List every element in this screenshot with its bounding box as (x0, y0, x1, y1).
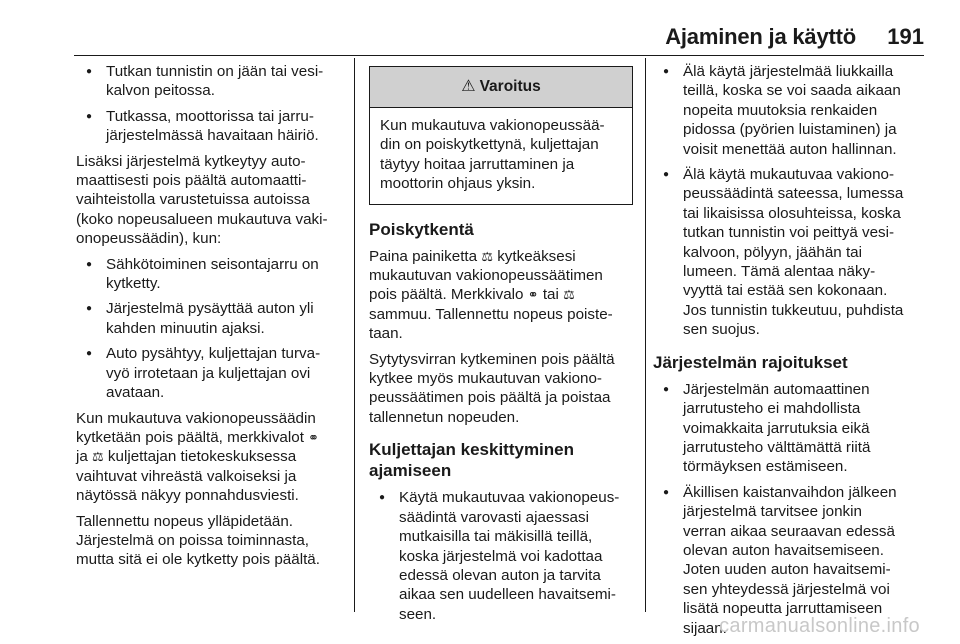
adaptive-cruise-icon: ⚖ (563, 287, 575, 303)
adaptive-cruise-icon: ⚖ (481, 248, 493, 264)
page-number: 191 (887, 24, 924, 49)
list-item: ● Älä käytä mukautuvaa vakiono- peussäädintä sateessa, lumessa tai likaisissa olosuhteissa, koska tutkan tunnistin voi peittyä vesi- kalvoon, pölyyn, jäähän tai lumeen. Tämä alentaa näky- vyyttä tai estää sen kokonaan. Jos tunnistin tukkeutuu, puhdista sen suojus. (653, 165, 929, 340)
list-item: ● Tutkassa, moottorissa tai jarru- järjestelmässä havaitaan häiriö. (76, 107, 346, 146)
column-2 (369, 62, 633, 630)
text: Kun mukautuva vakionopeussäädin kytketään pois päältä, merkkivalot (76, 409, 316, 446)
heading-poiskytkenta: Poiskytkentä (369, 219, 474, 239)
adaptive-cruise-icon: ⚖ (92, 449, 104, 465)
column-1 (76, 62, 346, 576)
column-divider-1 (354, 58, 355, 612)
text: tai (538, 286, 564, 304)
paragraph (76, 409, 346, 506)
text: kytkeäksesi mukautuvan vakionopeussäätimen pois päältä. Merkkivalo (369, 247, 603, 304)
warning-box (369, 66, 633, 205)
header-rule (74, 55, 924, 56)
text: sammuu. Tallennettu nopeus poiste- taan. (369, 305, 613, 343)
paragraph: Tallennettu nopeus ylläpidetään. Järjestelmä on poissa toiminnasta, mutta sitä ei ole kytketty pois päältä. (76, 512, 320, 569)
warning-header (370, 67, 632, 108)
warning-title: Varoitus (479, 78, 541, 96)
text: ja (76, 448, 88, 466)
page-header (0, 0, 960, 56)
paragraph (369, 247, 633, 344)
heading-kuljettajan-keskittyminen: Kuljettajan keskittyminen ajamiseen (369, 440, 575, 481)
warning-text: Kun mukautuva vakionopeussää- din on poiskytkettynä, kuljettajan täytyy hoitaa jarruttaminen ja moottorin ohjaus yksin. (380, 117, 605, 193)
list-item: ● Järjestelmä pysäyttää auton yli kahden minuutin ajaksi. (76, 299, 346, 338)
column-divider-2 (645, 58, 646, 612)
text: Paina painiketta (369, 247, 482, 265)
heading-jarjestelman-rajoitukset: Järjestelmän rajoitukset (653, 352, 848, 372)
list-item: ● Tutkan tunnistin on jään tai vesi- kalvon peitossa. (76, 62, 346, 101)
section-title: Ajaminen ja käyttö (665, 24, 856, 49)
text: kuljettajan tietokeskuksessa vaihtuvat vihreästä valkoiseksi ja näytössä näkyy ponnahdusviesti. (76, 448, 299, 505)
list-item: ● Sähkötoiminen seisontajarru on kytketty. (76, 255, 346, 294)
cruise-control-icon: ⚭ (527, 287, 539, 303)
list-item: ● Älä käytä järjestelmää liukkailla teillä, koska se voi saada aikaan nopeita muutoksia renkaiden pidossa (pyörien luistaminen) ja voisit menettää auton hallinnan. (653, 62, 929, 159)
cruise-control-icon: ⚭ (308, 429, 320, 445)
list-item: ● Äkillisen kaistanvaihdon jälkeen järjestelmä tarvitsee jonkin verran aikaa seuraavan edessä olevan auton havaitsemiseen. Joten uuden auton havaitsemi- sen yhteydessä järjestelmä voi lisätä nopeutta jarruttamiseen sijaan. (653, 483, 929, 638)
paragraph: Sytytysvirran kytkeminen pois päältä kytkee myös mukautuvan vakiono- peussäätimen pois päältä ja poistaa tallennetun nopeuden. (369, 350, 615, 426)
column-3 (653, 62, 929, 644)
warning-triangle-icon: ⚠ (461, 78, 476, 96)
paragraph: Lisäksi järjestelmä kytkeytyy auto- maattisesti pois päältä automaatti- vaihteistolla varustetuissa autoissa (koko nopeusalueen mukautuva vaki- onopeussäädin), kun: (76, 152, 328, 248)
list-item: ● Auto pysähtyy, kuljettajan turva- vyö irrotetaan ja kuljettajan ovi avataan. (76, 344, 346, 402)
watermark: carmanualsonline.info (719, 615, 920, 637)
list-item: ● Järjestelmän automaattinen jarrutusteho ei mahdollista voimakkaita jarrutuksia eikä jarrutusteho välttämättä riitä törmäyksen estämiseen. (653, 380, 929, 477)
list-item: ● Käytä mukautuvaa vakionopeus- säädintä varovasti ajaessasi mutkaisilla tai mäkisillä teillä, koska järjestelmä voi kadottaa edessä olevan auton ja tarvita aikaa sen uudelleen havaitsemi- seen. (369, 488, 633, 624)
